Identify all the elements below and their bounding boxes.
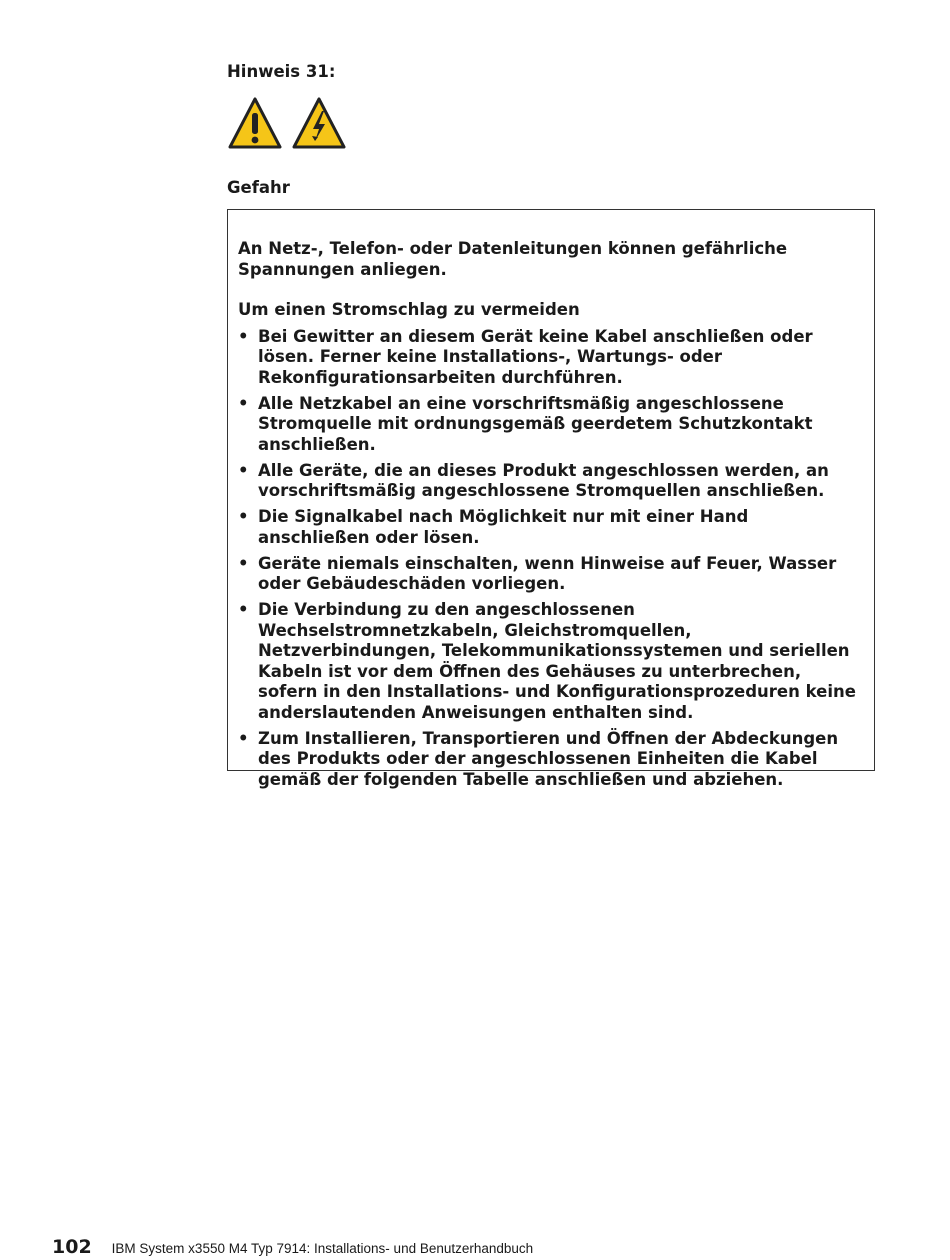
danger-label: Gefahr: [227, 178, 290, 197]
bullet: •: [238, 393, 249, 413]
bullet: •: [238, 460, 249, 480]
list-item-text: Bei Gewitter an diesem Gerät keine Kabel anschließen oder lösen. Ferner keine Installations-, Wartungs- oder Rekonfigurationsarbeiten durchführen.: [258, 326, 813, 387]
hazard-icons: [227, 96, 347, 150]
list-item: [238, 507, 864, 548]
list-item: [238, 600, 864, 723]
page-number: 102: [52, 1236, 92, 1258]
list-item-text: Geräte niemals einschalten, wenn Hinweise auf Feuer, Wasser oder Gebäudeschäden vorliegen.: [258, 553, 837, 593]
list-item-text: Alle Geräte, die an dieses Produkt angeschlossen werden, an vorschriftsmäßig angeschlossene Stromquellen anschließen.: [258, 460, 829, 500]
list-item-text: Die Signalkabel nach Möglichkeit nur mit einer Hand anschließen oder lösen.: [258, 507, 749, 547]
bullet: •: [238, 600, 249, 619]
electrical-hazard-icon: [291, 96, 347, 150]
bullet: •: [238, 553, 249, 573]
danger-box: [227, 209, 875, 789]
bullet: •: [238, 326, 249, 346]
list-item: [238, 554, 864, 595]
page-footer: [52, 1236, 533, 1258]
list-item-text: Zum Installieren, Transportieren und Öffnen der Abdeckungen des Produkts oder der angeschlossenen Einheiten die Kabel gemäß der folgenden Tabelle anschließen und abziehen.: [258, 728, 839, 789]
warning-triangle-icon: [227, 96, 283, 150]
list-item: [238, 729, 864, 791]
list-item-text: Alle Netzkabel an eine vorschriftsmäßig angeschlossene Stromquelle mit ordnungsgemäß geerdetem Schutzkontakt anschließen.: [258, 393, 813, 454]
list-item-text: Die Verbindung zu den angeschlossenen Wechselstromnetzkabeln, Gleichstromquellen, Netzverbindungen, Telekommunikationssystemen und seriellen Kabeln ist vor dem Öffnen des Gehäuses zu unterbrechen, sofern in den Installations- und Konfigurationsprozeduren keine anderslautenden Anweisungen enthalten sind.: [258, 600, 856, 722]
book-title: IBM System x3550 M4 Typ 7914: Installations- und Benutzerhandbuch: [111, 1241, 534, 1256]
bullet: •: [238, 507, 249, 526]
safety-rules-list: [238, 327, 864, 791]
notice-title: Hinweis 31:: [227, 62, 336, 81]
list-item: [238, 394, 864, 456]
list-item: [238, 327, 864, 389]
danger-intro: An Netz-, Telefon- oder Datenleitungen können gefährliche Spannungen anliegen.: [238, 239, 788, 279]
bullet: •: [238, 728, 249, 748]
danger-lead: Um einen Stromschlag zu vermeiden: [238, 300, 580, 319]
list-item: [238, 461, 864, 502]
